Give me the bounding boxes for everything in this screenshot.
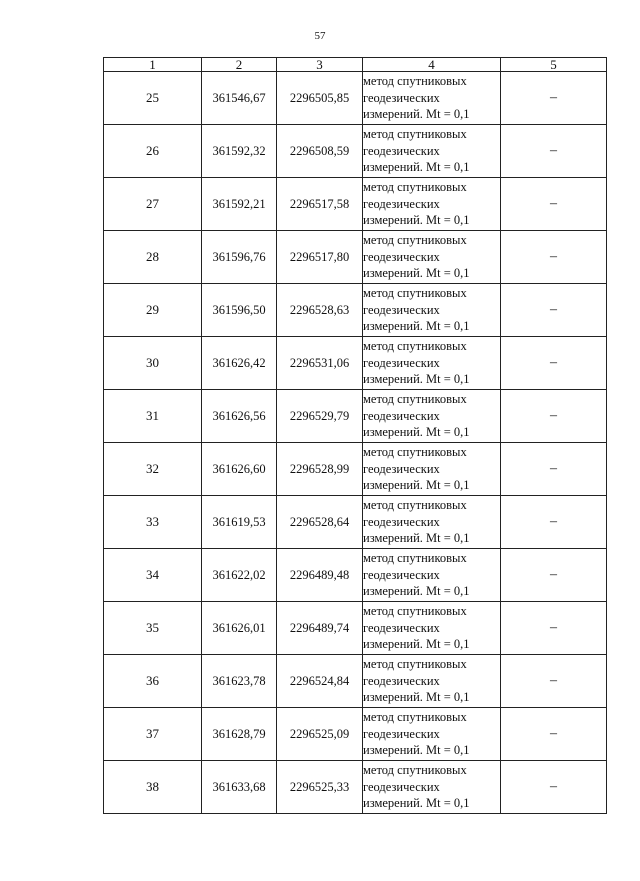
table-row xyxy=(104,390,607,443)
y-coordinate-cell: 2296489,48 xyxy=(277,549,363,602)
method-line-3: измерений. Mt = 0,1 xyxy=(363,213,470,228)
method-line-3: измерений. Mt = 0,1 xyxy=(363,425,470,440)
method-line-3: измерений. Mt = 0,1 xyxy=(363,107,470,122)
method-line-1: метод спутниковых xyxy=(363,498,467,513)
y-coordinate-cell: 2296508,59 xyxy=(277,125,363,178)
method-cell xyxy=(363,231,501,284)
point-number-cell: 31 xyxy=(104,390,202,443)
method-line-3: измерений. Mt = 0,1 xyxy=(363,266,470,281)
coordinates-table xyxy=(103,57,607,814)
point-number-cell: 27 xyxy=(104,178,202,231)
column-header-4: 4 xyxy=(363,58,501,72)
table-row xyxy=(104,284,607,337)
note-cell: – xyxy=(501,178,607,231)
x-coordinate-cell: 361626,01 xyxy=(202,602,277,655)
method-cell xyxy=(363,602,501,655)
x-coordinate-cell: 361592,21 xyxy=(202,178,277,231)
column-header-2: 2 xyxy=(202,58,277,72)
point-number-cell: 34 xyxy=(104,549,202,602)
x-coordinate-cell: 361619,53 xyxy=(202,496,277,549)
point-number-cell: 33 xyxy=(104,496,202,549)
point-number-cell: 26 xyxy=(104,125,202,178)
point-number-cell: 38 xyxy=(104,761,202,814)
note-cell: – xyxy=(501,72,607,125)
method-line-1: метод спутниковых xyxy=(363,551,467,566)
column-header-5: 5 xyxy=(501,58,607,72)
y-coordinate-cell: 2296524,84 xyxy=(277,655,363,708)
method-line-3: измерений. Mt = 0,1 xyxy=(363,531,470,546)
table-row xyxy=(104,125,607,178)
method-line-2: геодезических xyxy=(363,620,440,635)
method-line-2: геодезических xyxy=(363,355,440,370)
table-row xyxy=(104,761,607,814)
method-cell xyxy=(363,708,501,761)
note-cell: – xyxy=(501,284,607,337)
y-coordinate-cell: 2296489,74 xyxy=(277,602,363,655)
y-coordinate-cell: 2296525,33 xyxy=(277,761,363,814)
method-line-3: измерений. Mt = 0,1 xyxy=(363,372,470,387)
note-cell: – xyxy=(501,496,607,549)
method-line-2: геодезических xyxy=(363,567,440,582)
table-body xyxy=(104,72,607,814)
column-header-1: 1 xyxy=(104,58,202,72)
y-coordinate-cell: 2296505,85 xyxy=(277,72,363,125)
method-line-3: измерений. Mt = 0,1 xyxy=(363,160,470,175)
method-line-1: метод спутниковых xyxy=(363,392,467,407)
y-coordinate-cell: 2296525,09 xyxy=(277,708,363,761)
method-line-3: измерений. Mt = 0,1 xyxy=(363,690,470,705)
x-coordinate-cell: 361546,67 xyxy=(202,72,277,125)
method-cell xyxy=(363,72,501,125)
y-coordinate-cell: 2296528,64 xyxy=(277,496,363,549)
method-line-1: метод спутниковых xyxy=(363,233,467,248)
method-line-3: измерений. Mt = 0,1 xyxy=(363,319,470,334)
table-row xyxy=(104,178,607,231)
point-number-cell: 35 xyxy=(104,602,202,655)
method-line-1: метод спутниковых xyxy=(363,710,467,725)
x-coordinate-cell: 361633,68 xyxy=(202,761,277,814)
x-coordinate-cell: 361626,42 xyxy=(202,337,277,390)
note-cell: – xyxy=(501,390,607,443)
table-row xyxy=(104,708,607,761)
x-coordinate-cell: 361626,60 xyxy=(202,443,277,496)
page-number: 57 xyxy=(314,30,326,42)
x-coordinate-cell: 361592,32 xyxy=(202,125,277,178)
method-line-2: геодезических xyxy=(363,249,440,264)
method-line-2: геодезических xyxy=(363,726,440,741)
x-coordinate-cell: 361623,78 xyxy=(202,655,277,708)
point-number-cell: 37 xyxy=(104,708,202,761)
table-row xyxy=(104,231,607,284)
table-row xyxy=(104,443,607,496)
y-coordinate-cell: 2296531,06 xyxy=(277,337,363,390)
method-cell xyxy=(363,655,501,708)
table-row xyxy=(104,655,607,708)
column-header-3: 3 xyxy=(277,58,363,72)
table-row xyxy=(104,549,607,602)
point-number-cell: 25 xyxy=(104,72,202,125)
method-line-1: метод спутниковых xyxy=(363,74,467,89)
x-coordinate-cell: 361628,79 xyxy=(202,708,277,761)
table-row xyxy=(104,496,607,549)
y-coordinate-cell: 2296517,80 xyxy=(277,231,363,284)
x-coordinate-cell: 361626,56 xyxy=(202,390,277,443)
method-line-2: геодезических xyxy=(363,461,440,476)
method-line-2: геодезических xyxy=(363,673,440,688)
table-header xyxy=(104,58,607,72)
point-number-cell: 32 xyxy=(104,443,202,496)
header-row xyxy=(104,58,607,72)
note-cell: – xyxy=(501,125,607,178)
method-line-3: измерений. Mt = 0,1 xyxy=(363,796,470,811)
y-coordinate-cell: 2296528,99 xyxy=(277,443,363,496)
method-line-3: измерений. Mt = 0,1 xyxy=(363,637,470,652)
method-line-2: геодезических xyxy=(363,514,440,529)
note-cell: – xyxy=(501,337,607,390)
method-line-3: измерений. Mt = 0,1 xyxy=(363,584,470,599)
note-cell: – xyxy=(501,655,607,708)
y-coordinate-cell: 2296528,63 xyxy=(277,284,363,337)
point-number-cell: 28 xyxy=(104,231,202,284)
point-number-cell: 29 xyxy=(104,284,202,337)
note-cell: – xyxy=(501,231,607,284)
x-coordinate-cell: 361596,76 xyxy=(202,231,277,284)
method-line-1: метод спутниковых xyxy=(363,286,467,301)
method-line-3: измерений. Mt = 0,1 xyxy=(363,478,470,493)
method-cell xyxy=(363,125,501,178)
table-row xyxy=(104,72,607,125)
method-cell xyxy=(363,178,501,231)
note-cell: – xyxy=(501,708,607,761)
point-number-cell: 36 xyxy=(104,655,202,708)
method-cell xyxy=(363,284,501,337)
method-cell xyxy=(363,549,501,602)
note-cell: – xyxy=(501,761,607,814)
method-line-1: метод спутниковых xyxy=(363,180,467,195)
table-row xyxy=(104,337,607,390)
method-line-1: метод спутниковых xyxy=(363,604,467,619)
y-coordinate-cell: 2296517,58 xyxy=(277,178,363,231)
method-line-2: геодезических xyxy=(363,143,440,158)
method-line-2: геодезических xyxy=(363,196,440,211)
method-cell xyxy=(363,337,501,390)
method-line-1: метод спутниковых xyxy=(363,657,467,672)
method-line-2: геодезических xyxy=(363,90,440,105)
method-line-1: метод спутниковых xyxy=(363,127,467,142)
method-line-3: измерений. Mt = 0,1 xyxy=(363,743,470,758)
method-line-2: геодезических xyxy=(363,302,440,317)
method-cell xyxy=(363,761,501,814)
note-cell: – xyxy=(501,443,607,496)
note-cell: – xyxy=(501,602,607,655)
method-cell xyxy=(363,390,501,443)
method-line-1: метод спутниковых xyxy=(363,445,467,460)
table-row xyxy=(104,602,607,655)
method-line-2: геодезических xyxy=(363,408,440,423)
method-cell xyxy=(363,496,501,549)
note-cell: – xyxy=(501,549,607,602)
method-line-1: метод спутниковых xyxy=(363,339,467,354)
point-number-cell: 30 xyxy=(104,337,202,390)
method-line-2: геодезических xyxy=(363,779,440,794)
y-coordinate-cell: 2296529,79 xyxy=(277,390,363,443)
method-line-1: метод спутниковых xyxy=(363,763,467,778)
x-coordinate-cell: 361622,02 xyxy=(202,549,277,602)
method-cell xyxy=(363,443,501,496)
x-coordinate-cell: 361596,50 xyxy=(202,284,277,337)
